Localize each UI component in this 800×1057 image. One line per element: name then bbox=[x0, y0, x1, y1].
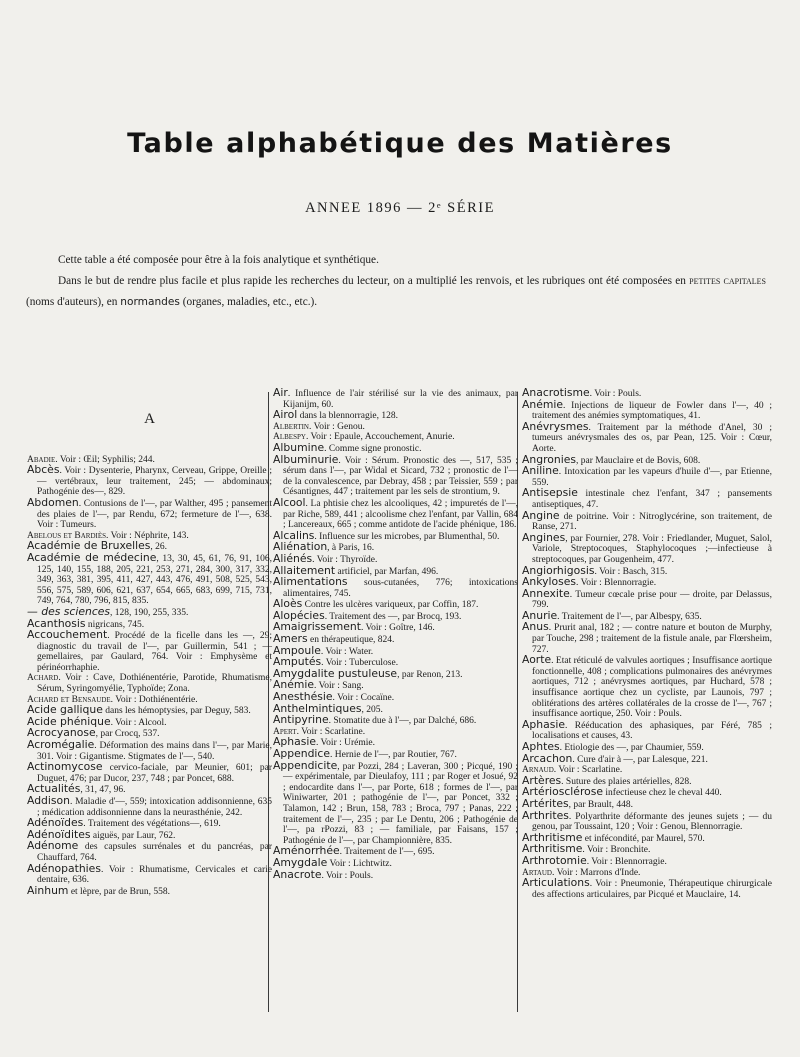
entry-headword: Acide gallique bbox=[27, 703, 103, 717]
entry-text: . Voir : Urémie. bbox=[315, 738, 375, 749]
entry-headword: Amputés bbox=[273, 655, 322, 669]
entry-text: . Polyarthrite déformante des jeunes sujets ; — du genou, par Toussaint, 120 ; Voir : Genou, Blennorragie. bbox=[532, 811, 772, 833]
entry-headword: — des sciences bbox=[27, 604, 111, 618]
entry-headword: Acrocyanose bbox=[27, 726, 96, 740]
entry-headword: Ampoule bbox=[273, 643, 321, 657]
entry-text: . Contusions de l'—, par Walther, 495 ; pansement des plaies de l'—, par Rendu, 672; fermeture de l'—, 638. Voir : Tumeurs. bbox=[37, 498, 272, 531]
index-entry bbox=[27, 883, 272, 898]
index-entry bbox=[27, 841, 272, 863]
index-entry bbox=[522, 466, 772, 488]
index-entry bbox=[522, 608, 772, 623]
entry-text: . Voir : Cocaïne. bbox=[332, 693, 395, 704]
entry-text: . Voir : Marrons d'Inde. bbox=[552, 867, 641, 878]
entry-headword: Adénome bbox=[27, 839, 79, 853]
entry-headword: Amaigrissement bbox=[273, 620, 361, 634]
entry-text: , par Fournier, 278. Voir : Friedlander, Muguet, Salol, Variole, Streptocoques, Staphylocoques ;—infectieuse à streptocoques, par Gougenheim, 477. bbox=[532, 533, 772, 565]
entry-text: en thérapeutique, 824. bbox=[307, 635, 395, 646]
index-entry bbox=[273, 715, 518, 727]
entry-headword: Anémie bbox=[273, 678, 315, 692]
entry-text: , par Brault, 448. bbox=[568, 799, 634, 810]
entry-text: . Tumeur cœcale prise pour — droite, par Delassus, 799. bbox=[532, 589, 772, 611]
entry-headword: Adénopathies bbox=[27, 861, 101, 875]
entry-headword: Albuminurie bbox=[273, 452, 339, 466]
index-entry bbox=[522, 530, 772, 566]
entry-headword: Accouchement bbox=[27, 628, 108, 642]
entry-headword: Arthritisme bbox=[522, 830, 583, 844]
entry-headword: Ainhum bbox=[27, 883, 69, 897]
entry-headword: Anacrote bbox=[273, 867, 322, 881]
entry-text: . Cure d'air à —, par Lalesque, 221. bbox=[572, 754, 708, 765]
entry-headword: Alcalins bbox=[273, 528, 315, 542]
entry-text: . Stomatite due à l'—, par Dalché, 686. bbox=[328, 716, 477, 727]
entry-text: , 128, 190, 255, 335. bbox=[110, 607, 189, 618]
entry-headword: Artaud bbox=[522, 867, 552, 878]
entry-headword: Aorte bbox=[522, 653, 552, 667]
entry-headword: Appendicite bbox=[273, 758, 338, 772]
entry-headword: Aliénés bbox=[273, 551, 313, 565]
entry-headword: Aliénation bbox=[273, 540, 328, 554]
entry-headword: Annexite bbox=[522, 586, 570, 600]
entry-headword: Artériosclérose bbox=[522, 785, 604, 799]
entry-text: . Traitement des —, par Brocq, 193. bbox=[324, 611, 462, 622]
entry-text: , 31, 47, 96. bbox=[80, 785, 126, 796]
entry-text: intestinale chez l'enfant, 347 ; pansements antiseptiques, 47. bbox=[532, 489, 772, 510]
entry-headword: Achard bbox=[27, 673, 59, 684]
entry-headword: Acanthosis bbox=[27, 616, 86, 630]
index-entry bbox=[27, 455, 272, 466]
entry-text: . Déformation des mains dans l'—, par Marie, 301. Voir : Gigantisme. Stigmates de l'—, 540. bbox=[37, 741, 272, 762]
entry-headword: Abdomen bbox=[27, 495, 79, 509]
entry-headword: Arthritisme bbox=[522, 842, 583, 856]
entry-headword: Angine bbox=[522, 508, 560, 522]
index-column-2 bbox=[273, 388, 518, 881]
entry-headword: Addison bbox=[27, 794, 70, 807]
entry-headword: Articulations bbox=[522, 876, 590, 890]
index-entry bbox=[273, 758, 518, 847]
index-entry bbox=[522, 878, 772, 900]
entry-text: . Voir : Œil; Syphilis; 244. bbox=[55, 454, 155, 465]
entry-text: . Influence sur les microbes, par Blumenthal, 50. bbox=[314, 531, 500, 542]
entry-text: . Traitement par la méthode d'Anel, 30 ; tumeurs anévrysmales des os, par Pean, 125. Voir : Cœur, Aorte. bbox=[532, 422, 772, 454]
index-entry bbox=[522, 655, 772, 720]
entry-text: , 13, 30, 45, 61, 76, 91, 106, 125, 140, 155, 188, 205, 221, 253, 271, 284, 300, 317, 332, 349, 363, 381, 395, 411, 427, 443, 476, 491, 508, 525, 543, 556, 575, 589, 606, 621, 637, 654, 665, 683, 699, 715, 731, 749, 764, 780, 796, 815, 835. bbox=[37, 553, 273, 607]
intro-paragraph-2 bbox=[26, 271, 766, 313]
entry-text: . Intoxication par les vapeurs d'huile d'—, par Etienne, 559. bbox=[532, 467, 772, 488]
index-entry bbox=[522, 488, 772, 510]
entry-headword: Angiorhigosis bbox=[522, 563, 595, 577]
entry-text: . Voir : Genou. bbox=[309, 421, 365, 432]
entry-text: . Influence de l'air stérilisé sur la vie des animaux, par Kijanijm, 60. bbox=[283, 389, 518, 410]
entry-headword: Albespy bbox=[273, 432, 306, 443]
page-subtitle: ANNEE 1896 — 2ᵉ SÉRIE bbox=[305, 200, 495, 216]
entry-headword: Aphasie bbox=[522, 717, 565, 731]
entry-text: . Voir : Alcool. bbox=[110, 717, 167, 728]
entry-headword: Amers bbox=[273, 632, 308, 646]
entry-text: . Voir : Scarlatine. bbox=[296, 726, 366, 737]
entry-text: . Voir : Sérum. Pronostic des —, 517, 535 ; sérum dans l'—, par Widal et Sicard, 732 ; pronostic de l'— de la convalescence, par Debray, 458 ; par Teissier, 559 ; par Césantignes, 447 ; traitement par les sels de strontium, 9. bbox=[283, 455, 518, 498]
entry-text: . Voir : Cave, Dothiénentérie, Parotide, Rhumatisme, Sérum, Syringomyélie, Typhoïde; Zona. bbox=[37, 673, 272, 695]
entry-headword: Abadie bbox=[27, 454, 56, 465]
entry-text: . Suture des plaies artérielles, 828. bbox=[561, 776, 692, 787]
entry-headword: Aphasie bbox=[273, 735, 316, 749]
entry-headword: Amygdalite pustuleuse bbox=[273, 666, 398, 680]
entry-headword: Adénoïdites bbox=[27, 827, 91, 841]
entry-headword: Anémie bbox=[522, 397, 564, 411]
index-entry bbox=[27, 740, 272, 762]
intro-p2-small-caps: petites capitales bbox=[689, 275, 767, 287]
entry-text: . Traitement des végétations—, 619. bbox=[83, 819, 221, 830]
entry-headword: Achard et Bensaude bbox=[27, 694, 111, 705]
entry-headword: Anus bbox=[522, 620, 549, 634]
entry-headword: Artères bbox=[522, 773, 562, 787]
entry-headword: Arnaud bbox=[522, 765, 554, 776]
intro-p2-part-b: (noms d'auteurs), en bbox=[26, 296, 118, 308]
entry-text: de poitrine. Voir : Nitroglycérine, son traitement, de Ranse, 271. bbox=[532, 511, 772, 533]
index-entry bbox=[273, 867, 518, 882]
index-entry bbox=[27, 796, 272, 818]
entry-text: et lèpre, par de Brun, 558. bbox=[68, 886, 171, 897]
index-entry bbox=[27, 861, 272, 886]
entry-text: . Voir : Epaule, Accouchement, Anurie. bbox=[305, 432, 455, 443]
entry-headword: Anévrysmes bbox=[522, 419, 589, 433]
index-entry bbox=[273, 495, 518, 531]
index-entry bbox=[27, 630, 272, 673]
index-entry bbox=[27, 762, 272, 784]
entry-text: infectieuse chez le cheval 440. bbox=[603, 788, 722, 799]
entry-text: . Voir : Sang. bbox=[314, 681, 364, 692]
section-letter: A bbox=[144, 411, 155, 427]
entry-headword: Angronies bbox=[522, 452, 577, 466]
entry-headword: Anesthésie bbox=[273, 690, 333, 704]
index-entry bbox=[273, 388, 518, 410]
entry-headword: Anurie bbox=[522, 608, 558, 622]
index-entry bbox=[273, 577, 518, 599]
entry-headword: Aphtes bbox=[522, 740, 560, 753]
entry-headword: Albertin bbox=[273, 421, 309, 432]
entry-headword: Ankyloses bbox=[522, 575, 576, 589]
entry-headword: Anacrotisme bbox=[522, 386, 590, 399]
entry-text: . Voir : Bronchite. bbox=[582, 845, 651, 856]
entry-text: . Voir : Blennorragie. bbox=[575, 578, 657, 589]
entry-text: . Voir : Tuberculose. bbox=[321, 658, 399, 669]
index-entry bbox=[522, 853, 772, 868]
index-entry bbox=[522, 751, 772, 766]
entry-text: . Voir : Dothiénentérie. bbox=[110, 694, 198, 705]
entry-headword: Apert bbox=[273, 726, 297, 737]
entry-text: . Voir : Thyroïde. bbox=[312, 554, 378, 565]
index-entry bbox=[522, 717, 772, 742]
index-entry bbox=[522, 586, 772, 611]
entry-text: , 205. bbox=[361, 704, 383, 715]
intro-p2-part-a: Dans le but de rendre plus facile et plus rapide les recherches du lecteur, on a multiplié les renvois, et les rubriques ont été composées en bbox=[58, 275, 686, 287]
entry-headword: Arthrotomie bbox=[522, 853, 587, 867]
entry-text: . Traitement de l'—, 695. bbox=[339, 847, 435, 858]
entry-headword: Arcachon bbox=[522, 751, 573, 765]
entry-headword: Abcès bbox=[27, 463, 60, 477]
entry-text: Voir : Lichtwitz. bbox=[327, 858, 392, 869]
entry-headword: Alimentations bbox=[273, 575, 348, 589]
entry-text: . Voir : Scarlatine. bbox=[553, 765, 623, 776]
entry-headword: Amygdale bbox=[273, 855, 328, 869]
entry-headword: Académie de Bruxelles bbox=[27, 539, 151, 553]
entry-text: . Etat réticulé de valvules aortiques ; Insuffisance aortique fonctionnelle, 408 ; complications pulmonaires des anévrymes aortiques, 712 ; anévrysmes aortiques, par Huchard, 578 ; insuffisance aortique chez un cycliste, par Launois, 797 ; oblitérations des artères collatérales de la crosse de l'—, 767 ; insuffisance aortique, 250. Voir : Pouls. bbox=[532, 656, 772, 720]
entry-headword: Aniline bbox=[522, 464, 559, 478]
intro-p2-part-c: (organes, maladies, etc., etc.). bbox=[182, 296, 318, 308]
entry-text: . Hernie de l'—, par Routier, 767. bbox=[330, 750, 457, 760]
entry-text: nigricans, 745. bbox=[85, 619, 145, 630]
entry-headword: Actinomycose bbox=[27, 760, 103, 774]
entry-text: . Voir : Pneumonie, Thérapeutique chirurgicale des affections articulaires, par Picqué et Mauclaire, 14. bbox=[532, 879, 772, 900]
entry-headword: Abelous et Bardiès bbox=[27, 530, 107, 541]
entry-text: . Voir : Goître, 146. bbox=[360, 623, 435, 634]
entry-text: dans la blennorragie, 128. bbox=[297, 411, 398, 422]
index-entry bbox=[27, 495, 272, 531]
entry-text: . Voir : Rhumatisme, Cervicales et carie dentaire, 636. bbox=[37, 864, 272, 886]
entry-text: , par Mauclaire et de Bovis, 608. bbox=[576, 455, 701, 466]
entry-text: . Voir : Pouls. bbox=[321, 870, 374, 881]
entry-headword: Actualités bbox=[27, 782, 81, 796]
entry-headword: Arthrites bbox=[522, 808, 569, 822]
entry-text: . Maladie d'—, 559; intoxication addisonnienne, 635 ; médication addisonnienne dans la neurasthénie, 242. bbox=[37, 797, 272, 818]
intro-text bbox=[26, 250, 766, 313]
entry-text: . Rééducation des aphasiques, par Féré, 785 ; localisations et causes, 43. bbox=[532, 720, 772, 742]
entry-text: , par Renon, 213. bbox=[397, 669, 463, 680]
entry-headword: Académie de médecine bbox=[27, 550, 157, 564]
entry-text: , 26. bbox=[150, 542, 168, 553]
index-entry bbox=[522, 808, 772, 833]
index-entry bbox=[522, 622, 772, 655]
entry-text: , à Paris, 16. bbox=[327, 543, 375, 554]
entry-text: . Prurit anal, 182 ; — contre nature et bouton de Murphy, par Touche, 298 ; traitement de la fistule anale, par Flœrsheim, 727. bbox=[532, 623, 772, 655]
entry-text: . Voir : Basch, 315. bbox=[594, 566, 668, 577]
entry-text: . Voir : Blennorragie. bbox=[586, 856, 667, 867]
index-entry bbox=[273, 452, 518, 498]
entry-text: , par Crocq, 537. bbox=[95, 729, 160, 740]
entry-headword: Albumine bbox=[273, 440, 325, 454]
entry-headword: Artérites bbox=[522, 796, 569, 810]
entry-text: des capsules surrénales et du pancréas, par Chauffard, 764. bbox=[37, 842, 272, 863]
entry-headword: Adénoïdes bbox=[27, 816, 84, 830]
index-entry bbox=[522, 452, 772, 467]
entry-headword: Appendice bbox=[273, 747, 331, 760]
entry-text: . Etiologie des —, par Chaumier, 559. bbox=[559, 743, 704, 753]
entry-text: . La phtisie chez les alcooliques, 42 ; impuretés de l'—, par Riche, 589, 441 ; alcoolisme chez l'enfant, par Vallin, 684 ; Lancereaux, 665 ; comme antidote de l'acide phénique, 186. bbox=[283, 498, 518, 531]
entry-headword: Allaitement bbox=[273, 563, 336, 577]
entry-headword: Acide phénique bbox=[27, 714, 111, 728]
entry-headword: Acromégalie bbox=[27, 738, 95, 752]
entry-text: . Voir : Water. bbox=[320, 646, 374, 657]
entry-headword: Aloès bbox=[273, 597, 303, 611]
entry-text: , par Pozzi, 284 ; Laveran, 300 ; Picqué, 190 ; — expérimentale, par Dieulafoy, 111 ; par Roger et Josué, 92 ; endocardite dans l'—, par Porte, 618 ; formes de l'—, par Winiwarter, 201 ; pathogénie de l'—, par Poncet, 332 ; Talamon, 142 ; Brun, 158, 783 ; Broca, 797 ; Panas, 222 ; traitement de l'—, 235 ; par Le Dentu, 206 ; Pathogénie de l'—, pa rPozzi, 83 ; — familiale, par Faisans, 157 ; Pathogénie de l'—, par Championnière, 835. bbox=[283, 761, 518, 846]
index-entry bbox=[273, 410, 518, 422]
entry-text: cervico-faciale, par Meunier, 601; par Duguet, 476; par Ducor, 237, 748 ; par Poncet, 688. bbox=[37, 763, 272, 784]
entry-text: Contre les ulcères variqueux, par Coffin, 187. bbox=[302, 600, 479, 611]
index-entry bbox=[522, 508, 772, 533]
entry-text: dans les hémoptysies, par Deguy, 583. bbox=[102, 706, 251, 717]
intro-p2-normandes: normandes bbox=[120, 296, 180, 308]
entry-headword: Antipyrine bbox=[273, 713, 329, 727]
entry-text: aiguës, par Laur, 762. bbox=[90, 830, 176, 841]
intro-paragraph-1: Cette table a été composée pour être à la fois analytique et synthétique. bbox=[58, 254, 379, 266]
page-title: Table alphabétique des Matières bbox=[127, 128, 673, 159]
entry-headword: Alcool bbox=[273, 495, 306, 509]
entry-text: sous-cutanées, 776; intoxications alimentaires, 745. bbox=[283, 578, 518, 599]
index-entry bbox=[27, 673, 272, 694]
index-entry bbox=[27, 550, 273, 607]
index-column-1 bbox=[27, 388, 272, 897]
index-column-3 bbox=[522, 388, 772, 900]
entry-text: . Voir : Pouls. bbox=[589, 389, 642, 399]
entry-text: . Comme signe pronostic. bbox=[324, 443, 422, 454]
entry-text: . Injections de liqueur de Fowler dans l'—, 40 ; traitement des anémies symptomatiques, 41. bbox=[532, 400, 772, 422]
entry-text: et infécondité, par Maurel, 570. bbox=[582, 833, 705, 844]
entry-headword: Air bbox=[273, 386, 288, 399]
entry-headword: Airol bbox=[273, 408, 298, 422]
entry-headword: Antisepsie bbox=[522, 486, 578, 500]
entry-headword: Angines bbox=[522, 530, 566, 544]
entry-text: . Voir : Dysenterie, Pharynx, Cerveau, Grippe, Oreille ; — vertébraux, leur traitement, 245; — abdominaux; Pathogénie des—, 829. bbox=[37, 466, 272, 498]
entry-headword: Anthelmintiques bbox=[273, 701, 362, 715]
index-entry bbox=[273, 422, 518, 433]
entry-text: . Procédé de la ficelle dans les —, 29; diagnostic du travail de l'—, par Guillermin, 541 ; — gemellaires, par Gaulard, 764. Voir : Emphysème et périnéorrhaphie. bbox=[37, 631, 272, 673]
index-entry bbox=[273, 622, 518, 634]
entry-text: artificiel, par Marfan, 496. bbox=[335, 566, 439, 577]
entry-headword: Aménorrhée bbox=[273, 844, 340, 858]
index-entry bbox=[522, 419, 772, 455]
entry-text: . Traitement de l'—, par Albespy, 635. bbox=[557, 611, 702, 622]
entry-headword: Alopécies bbox=[273, 608, 325, 622]
index-entry bbox=[27, 465, 272, 498]
index-entry bbox=[522, 397, 772, 422]
entry-text: . Voir : Néphrite, 143. bbox=[106, 530, 189, 541]
